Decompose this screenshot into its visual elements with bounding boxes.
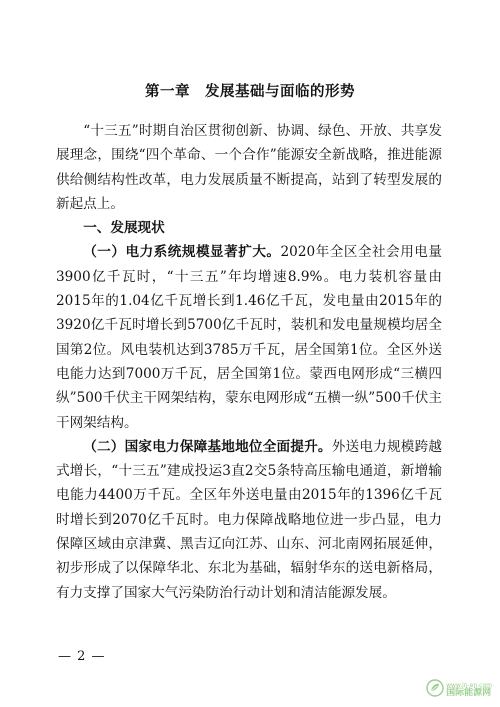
subsection-2-heading: （二）国家电力保障基地地位全面提升。	[83, 438, 332, 455]
body-text	[56, 119, 442, 605]
subsection-2-paragraph	[56, 435, 442, 605]
watermark	[426, 679, 492, 701]
chapter-title: 第一章 发展基础与面临的形势	[145, 84, 355, 100]
section-heading: 一、发展现状	[83, 220, 165, 237]
page-number: — 2 —	[58, 649, 106, 664]
leaf-logo-icon	[426, 679, 444, 701]
subsection-1-heading: （一）电力系统规模显著扩大。	[83, 244, 281, 261]
subsection-1-paragraph	[56, 240, 442, 434]
watermark-url: www.in-en.com	[446, 681, 492, 689]
watermark-site-name: 国际能源网	[446, 687, 492, 698]
subsection-2-body: 外送电力规模跨越式增长，“十三五”建成投运3直2交5条特高压输电通道，新增输电能力4400万千瓦。全区年外送电量由2015年的1396亿千瓦时增长到2070亿千瓦时。电力保障战略地位进一步凸显，电力保障区域由京津冀、黑吉辽向江苏、山东、河北南网拓展延伸，初步形成了以保障华北、东北为基础，辐射华东的送电新格局，有力支撑了国家大气污染防治行动计划和清洁能源发展。	[56, 438, 443, 601]
intro-paragraph: “十三五”时期自治区贯彻创新、协调、绿色、开放、共享发展理念，围绕“四个革命、一个合作”能源安全新战略，推进能源供给侧结构性改革，电力发展质量不断提高，站到了转型发展的新起点上。	[56, 123, 442, 212]
subsection-1-body: 2020年全区全社会用电量3900亿千瓦时，“十三五”年均增速8.9%。电力装机容量由2015年的1.04亿千瓦增长到1.46亿千瓦，发电量由2015年的3920亿千瓦时增长到5700亿千瓦时，装机和发电量规模均居全国第2位。风电装机达到3785万千瓦，居全国第1位。全区外送电能力达到7000万千瓦，居全国第1位。蒙西电网形成“三横四纵”500千伏主干网架结构，蒙东电网形成“五横一纵”500千伏主干网架结构。	[56, 244, 442, 431]
watermark-text	[446, 683, 492, 698]
